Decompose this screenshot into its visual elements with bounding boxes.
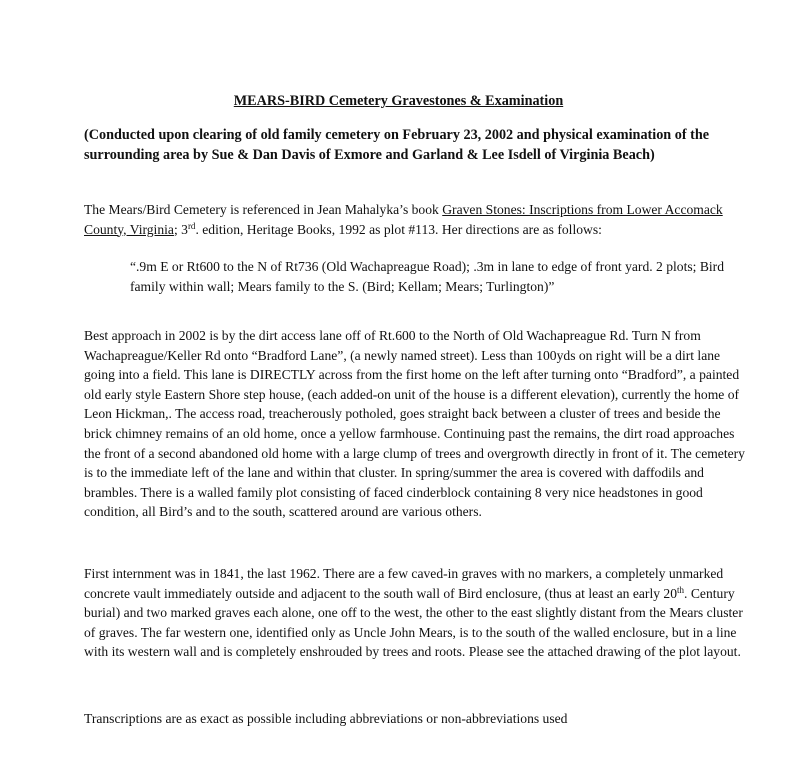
intro-text-before-book: The Mears/Bird Cemetery is referenced in Jean Mahalyka’s book: [84, 202, 443, 217]
internment-text-before-sup: First internment was in 1841, the last 1962. There are a few caved-in graves with no markers, a completely unmarked concrete vault immediately outside and adjacent to the south wall of Bird enclosure, (thus at least an early 20: [84, 566, 724, 601]
internment-paragraph: [84, 564, 750, 662]
edition-suffix: rd: [187, 220, 196, 231]
document-subtitle: (Conducted upon clearing of old family cemetery on February 23, 2002 and physical examination of the surrounding area by Sue & Dan Davis of Exmore and Garland & Lee Isdell of Virginia Beach): [84, 127, 710, 163]
century-suffix: th: [677, 584, 685, 595]
edition-number: ; 3: [173, 221, 188, 237]
intro-paragraph: [84, 200, 750, 239]
book-title: Graven Stones: Inscriptions from Lower Accomack County, Virginia: [84, 202, 723, 237]
approach-paragraph: Best approach in 2002 is by the dirt access lane off of Rt.600 to the North of Old Wachapreague Rd. Turn N from Wachapreague/Keller Rd onto “Bradford Lane”, (a newly named street). Less than 100yds on right will be a dirt lane going into a field. This lane is DIRECTLY across from the first home on the left after turning onto “Bradford”, a painted old early style Eastern Shore step house, (each added-on unit of the house is a different elevation), currently the home of Leon Hickman,. The access road, treacherously potholed, goes straight back between a cluster of trees and beside the brick chimney remains of an old home, once a yellow farmhouse. Continuing past the remains, the dirt road approaches the front of a second abandoned old home with a large clump of trees and overgrowth directly in front of it. The cemetery is to the immediate left of the lane and within that cluster. In spring/summer the area is covered with daffodils and brambles. There is a walled family plot consisting of faced cinderblock containing 8 very nice headstones in good condition, all Bird’s and to the south, scattered around are various others.: [84, 328, 745, 520]
transcriptions-paragraph: Transcriptions are as exact as possible including abbreviations or non-abbreviations used: [84, 711, 568, 726]
intro-text-after-edition: . edition, Heritage Books, 1992 as plot #113. Her directions are as follows:: [195, 221, 602, 237]
internment-text-after-sup: . Century burial) and two marked graves each alone, one off to the west, the other to the east slightly distant from the Mears cluster of graves. The far western one, identified only as Uncle John Mears, is to the south of the walled enclosure, but in a line with its western wall and is completely enshrouded by trees and roots. Please see the attached drawing of the plot layout.: [84, 585, 743, 660]
document-title: MEARS-BIRD Cemetery Gravestones & Examination: [233, 93, 564, 109]
directions-quote: “.9m E or Rt600 to the N of Rt736 (Old Wachapreague Road); .3m in lane to edge of front yard. 2 plots; Bird family within wall; Mears family to the S. (Bird; Kellam; Mears; Turlington)”: [130, 259, 725, 294]
